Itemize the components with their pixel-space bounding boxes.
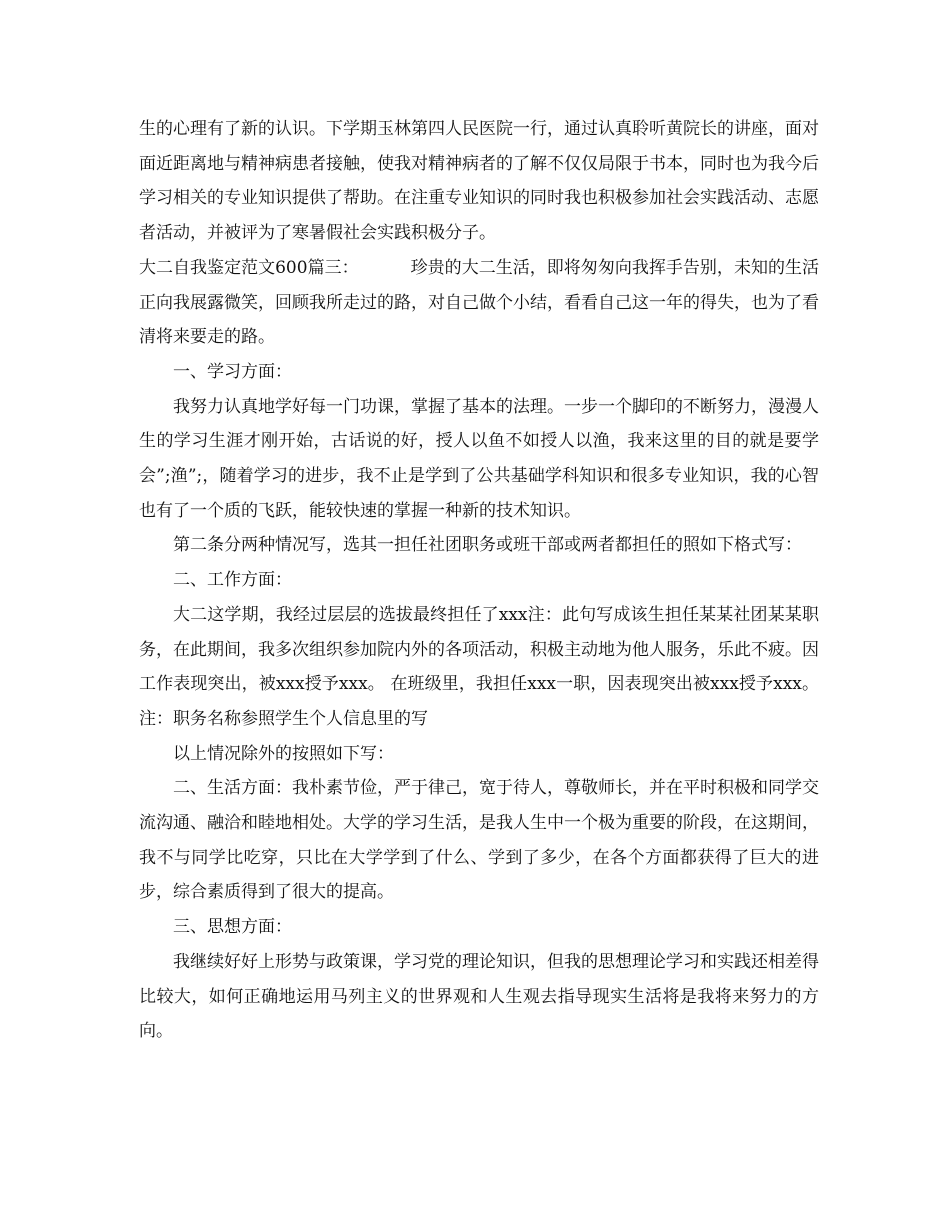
section-heading: 大二自我鉴定范文600篇三： — [139, 257, 359, 278]
heading-thought: 三、思想方面： — [173, 917, 292, 938]
paragraph-work: 大二这学期，我经过层层的选拔最终担任了xxx注：此句写成该生担任某某社团某某职务，在此期间，我多次组织参加院内外的各项活动，积极主动地为他人服务，乐此不疲。因工作表现突出，被xxx授予xxx。 在班级里，我担任xxx一职，因表现突出被xxx授予xxx。注：职务名称参照学生个人信息里的写 — [139, 604, 819, 729]
paragraph-life: 二、生活方面：我朴素节俭，严于律己，宽于待人，尊敬师长，并在平时积极和同学交流沟通、融洽和睦地相处。大学的学习生活，是我人生中一个极为重要的阶段，在这期间，我不与同学比吃穿，只比在大学学到了什么、学到了多少，在各个方面都获得了巨大的进步，综合素质得到了很大的提高。 — [139, 778, 819, 903]
heading-study: 一、学习方面： — [173, 361, 292, 382]
section-intro: 珍贵的大二生活，即将匆匆向我挥手告别，未知的生活正向我展露微笑，回顾我所走过的路，对自己做个小结，看看自己这一年的得失，也为了看清将来要走的路。 — [139, 257, 820, 348]
heading-work: 二、工作方面： — [173, 570, 292, 591]
paragraph-other-cases: 以上情况除外的按照如下写： — [173, 743, 394, 764]
document-body — [139, 112, 819, 1049]
paragraph-section-three — [139, 251, 819, 355]
paragraph-note-format: 第二条分两种情况写，选其一担任社团职务或班干部或两者都担任的照如下格式写： — [173, 535, 802, 556]
paragraph-psychology: 生的心理有了新的认识。下学期玉林第四人民医院一行，通过认真聆听黄院长的讲座，面对面近距离地与精神病患者接触，使我对精神病者的了解不仅仅局限于书本，同时也为我今后学习相关的专业知识提供了帮助。在注重专业知识的同时我也积极参加社会实践活动、志愿者活动，并被评为了寒暑假社会实践积极分子。 — [139, 119, 819, 244]
paragraph-thought: 我继续好好上形势与政策课，学习党的理论知识，但我的思想理论学习和实践还相差得比较大，如何正确地运用马列主义的世界观和人生观去指导现实生活将是我将来努力的方向。 — [139, 951, 819, 1042]
paragraph-study: 我努力认真地学好每一门功课，掌握了基本的法理。一步一个脚印的不断努力，漫漫人生的学习生涯才刚开始，古话说的好，授人以鱼不如授人以渔，我来这里的目的就是要学会”;渔”;，随着学习的进步，我不止是学到了公共基础学科知识和很多专业知识，我的心智也有了一个质的飞跃，能较快速的掌握一种新的技术知识。 — [139, 396, 819, 521]
